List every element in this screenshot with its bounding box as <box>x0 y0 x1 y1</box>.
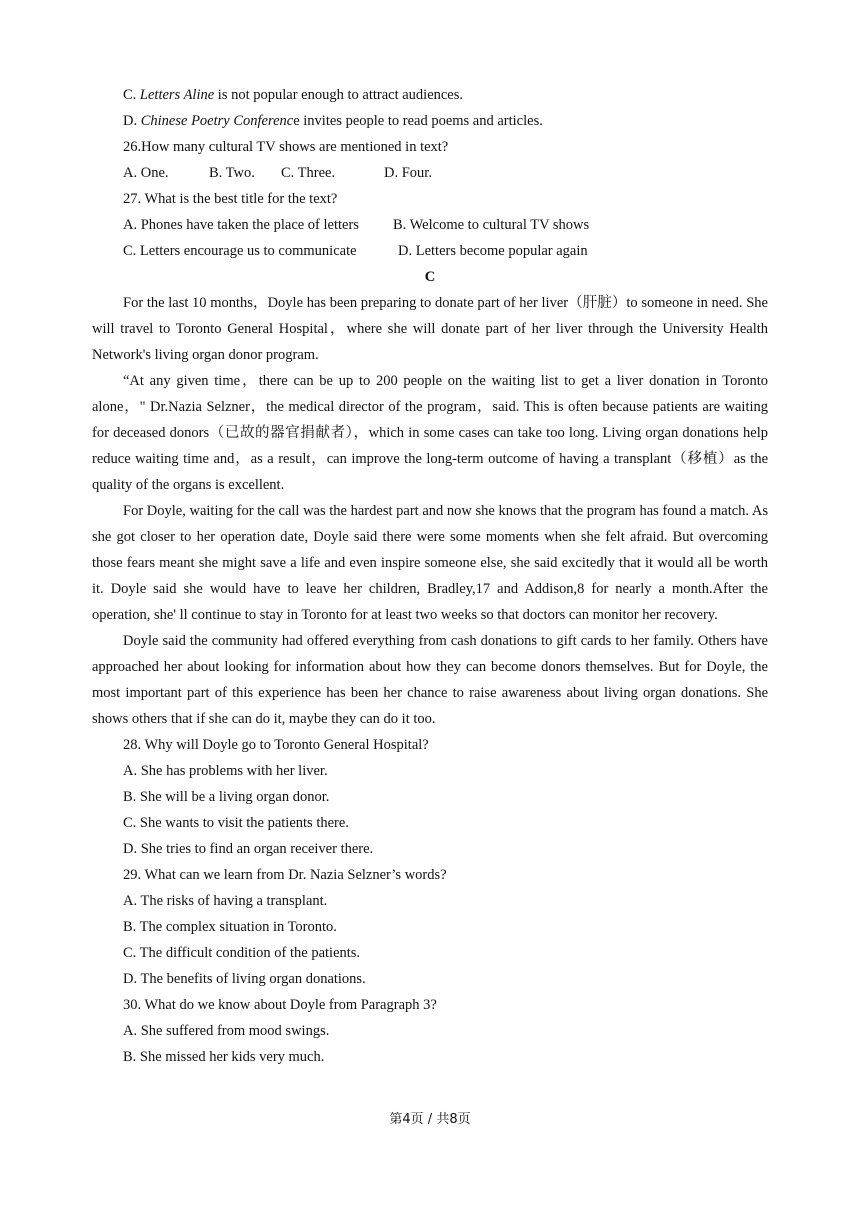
question-27-options-cd <box>92 238 768 264</box>
italic-title: Chinese Poetry Conferenc <box>140 113 294 129</box>
page-footer: 第4页 / 共8页 <box>389 1112 471 1127</box>
passage-paragraph: “At any given time，there can be up to 200 people on the waiting list to get a liver donation in Toronto alone，" Dr.Nazia Selzner，the medical director of the program，said. This is often because patients are waiting for deceased donors（已故的器官捐献者），which in some cases can take too long. Living organ donations help reduce waiting time and，as a result，can improve the long-term outcome of having a transplant（移植）as the quality of the organs is excellent. <box>92 373 768 493</box>
option-prefix: C. <box>123 87 140 103</box>
italic-title: Letters Aline <box>139 87 215 103</box>
option-b: B. She will be a living organ donor. <box>123 789 330 805</box>
option-prefix: D. <box>123 113 141 129</box>
option-a: A. One. <box>123 165 169 181</box>
section-heading: C <box>424 269 436 285</box>
passage-paragraph: Doyle said the community had offered everything from cash donations to gift cards to her family. Others have approached her about looking for information about how they can become donors themselves. But for Doyle, the most important part of this experience has been her chance to raise awareness about living organ donations. She shows others that if she can do it, maybe they can do it too. <box>92 633 768 727</box>
option-a: A. She has problems with her liver. <box>123 763 328 779</box>
question-27-options-ab <box>92 212 768 238</box>
question-26-options <box>92 160 768 186</box>
option-d: D. The benefits of living organ donations. <box>123 971 366 987</box>
option-c: C. The difficult condition of the patients. <box>123 945 361 961</box>
option-c-line <box>92 82 768 108</box>
question-26: 26.How many cultural TV shows are mentioned in text? <box>123 139 449 155</box>
option-c: C. She wants to visit the patients there. <box>123 815 349 831</box>
exam-page <box>92 82 768 1070</box>
option-a: A. Phones have taken the place of letters <box>123 217 359 233</box>
option-b: B. She missed her kids very much. <box>123 1049 325 1065</box>
option-text: is not popular enough to attract audiences. <box>214 87 464 103</box>
question-30: 30. What do we know about Doyle from Paragraph 3? <box>123 997 437 1013</box>
option-d-line <box>92 108 768 134</box>
option-d: D. Four. <box>384 165 432 181</box>
option-a: A. The risks of having a transplant. <box>123 893 328 909</box>
question-28: 28. Why will Doyle go to Toronto General Hospital? <box>123 737 429 753</box>
option-b: B. The complex situation in Toronto. <box>123 919 337 935</box>
option-a: A. She suffered from mood swings. <box>123 1023 330 1039</box>
option-b: B. Welcome to cultural TV shows <box>393 217 590 233</box>
option-c: C. Three. <box>281 165 336 181</box>
passage-c <box>92 290 768 732</box>
option-d: D. Letters become popular again <box>398 243 588 259</box>
option-text: e invites people to read poems and articles. <box>293 113 543 129</box>
passage-paragraph: For the last 10 months，Doyle has been preparing to donate part of her liver（肝脏）to someone in need. She will travel to Toronto General Hospital，where she will donate part of her liver through the University Health Network's living organ donor program. <box>92 295 768 363</box>
option-d: D. She tries to find an organ receiver there. <box>123 841 374 857</box>
passage-paragraph: For Doyle, waiting for the call was the hardest part and now she knows that the program has found a match. As she got closer to her operation date, Doyle said there were some moments when she felt afraid. But overcoming those fears meant she might save a life and even inspire someone else, she said excitedly that it would all be worth it. Doyle said she would have to leave her children, Bradley,17 and Addison,8 for nearly a month.After the operation, she' ll continue to stay in Toronto for at least two weeks so that doctors can monitor her recovery. <box>92 503 768 623</box>
question-27: 27. What is the best title for the text? <box>123 191 338 207</box>
option-c: C. Letters encourage us to communicate <box>123 243 357 259</box>
option-b: B. Two. <box>209 165 255 181</box>
question-29: 29. What can we learn from Dr. Nazia Selzner’s words? <box>123 867 447 883</box>
